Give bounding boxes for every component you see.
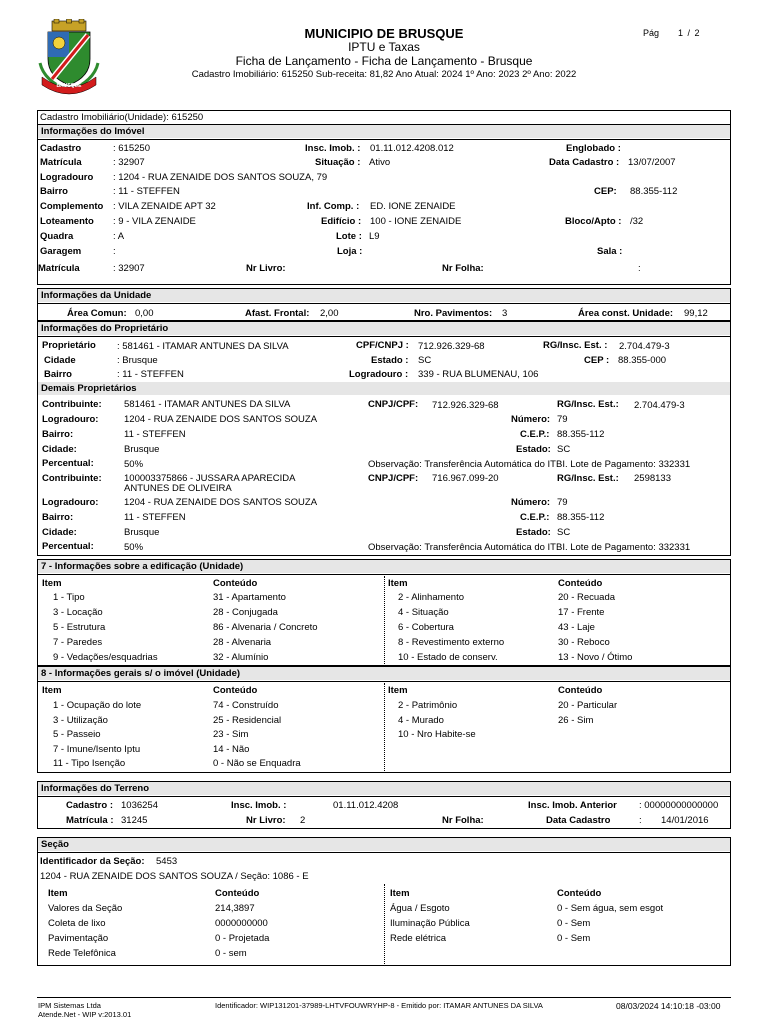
divider <box>37 336 731 337</box>
demais-p1-contrib-value: 581461 - ITAMAR ANTUNES DA SILVA <box>124 399 291 410</box>
demais-p2-contrib-value-line1: 100003375866 - JUSSARA APARECIDA <box>124 473 296 484</box>
demais-p2-obs: Observação: Transferência Automática do ITBI. Lote de Pagamento: 332331 <box>368 542 691 553</box>
imovel-insc-value: 01.11.012.4208.012 <box>370 143 454 154</box>
column-header-conteudo: Conteúdo <box>558 685 603 696</box>
terreno-insc-ant-label: Insc. Imob. Anterior <box>528 800 617 811</box>
prop-cpf-label: CPF/CNPJ : <box>356 340 409 351</box>
imovel-complemento-value: : VILA ZENAIDE APT 32 <box>113 201 216 212</box>
item-value: 28 - Conjugada <box>213 607 278 618</box>
unidade-area-const-label: Área const. Unidade: <box>578 308 674 319</box>
imovel-quadra-label: Quadra <box>40 231 74 242</box>
imovel-bairro-value: : 11 - STEFFEN <box>113 186 180 197</box>
item-label: Pavimentação <box>48 933 109 944</box>
secao-ident-label: Identificador da Seção: <box>40 856 145 867</box>
item-value: 26 - Sim <box>558 714 594 726</box>
item-label: Iluminação Pública <box>390 918 470 929</box>
unidade-afast-label: Afast. Frontal: <box>245 308 310 319</box>
imovel-situacao-label: Situação : <box>315 157 361 168</box>
column-header-conteudo: Conteúdo <box>213 685 258 696</box>
imovel-infcomp-label: Inf. Comp. : <box>307 201 360 212</box>
demais-p2-bairro-value: 11 - STEFFEN <box>124 512 186 523</box>
item-value: 0 - Não se Enquadra <box>213 758 301 769</box>
column-header-item: Item <box>390 888 410 899</box>
terreno-matricula-label: Matrícula : <box>66 815 114 826</box>
cadastro-unidade: Cadastro Imobiliário(Unidade): 615250 <box>40 112 204 123</box>
prop-cep-label: CEP : <box>584 355 610 366</box>
item-value: 0 - Sem água, sem esgot <box>557 903 664 914</box>
divider <box>37 574 731 575</box>
item-value: 31 - Apartamento <box>213 592 286 603</box>
demais-p1-bairro-label: Bairro: <box>42 429 74 440</box>
demais-p2-perc-value: 50% <box>124 542 144 553</box>
section-unidade-title: Informações da Unidade <box>38 289 730 302</box>
terreno-data-label: Data Cadastro <box>546 815 611 826</box>
terreno-insc-value: 01.11.012.4208 <box>333 800 399 811</box>
prop-rg-value: 2.704.479-3 <box>619 341 670 352</box>
item-value: 20 - Particular <box>558 700 618 711</box>
imovel-cep-label: CEP: <box>594 186 617 197</box>
item-label: 2 - Patrimônio <box>398 700 458 711</box>
demais-p1-cnpj-label: CNPJ/CPF: <box>368 399 419 410</box>
column-header-item: Item <box>388 685 408 696</box>
column-divider <box>384 884 385 964</box>
demais-p2-cnpj-label: CNPJ/CPF: <box>368 473 419 484</box>
terreno-insc-label: Insc. Imob. : <box>231 800 287 811</box>
prop-estado-value: SC <box>418 355 432 366</box>
item-value: 43 - Laje <box>558 622 595 633</box>
column-header-conteudo: Conteúdo <box>557 888 602 899</box>
imovel-garagem-value: : <box>113 246 116 257</box>
imovel-loteamento-value: : 9 - VILA ZENAIDE <box>113 216 196 227</box>
terreno-folha-label: Nr Folha: <box>442 815 484 826</box>
divider <box>37 681 731 682</box>
demais-p2-contrib-label: Contribuinte: <box>42 473 102 484</box>
item-label: 3 - Locação <box>53 607 103 618</box>
terreno-insc-ant-value: : 00000000000000 <box>639 800 719 811</box>
item-label: Coleta de lixo <box>48 918 106 929</box>
imovel-infcomp-value: ED. IONE ZENAIDE <box>370 201 456 212</box>
item-label: Valores da Seção <box>48 903 123 914</box>
item-label: Água / Esgoto <box>390 903 450 914</box>
imovel-matricula2-value: : 32907 <box>113 263 145 274</box>
demais-p2-estado-label: Estado: <box>516 527 551 538</box>
unidade-pav-value: 3 <box>502 308 508 319</box>
column-header-item: Item <box>388 578 408 589</box>
demais-p2-num-value: 79 <box>557 497 568 508</box>
item-label: 2 - Alinhamento <box>398 592 465 603</box>
imovel-cep-value: 88.355-112 <box>630 186 678 197</box>
terreno-cadastro-value: 1036254 <box>121 800 158 811</box>
prop-rg-label: RG/Insc. Est. : <box>543 340 608 351</box>
demais-p2-logr-label: Logradouro: <box>42 497 99 508</box>
column-header-item: Item <box>42 685 62 696</box>
imovel-lote-label: Lote : <box>336 231 362 242</box>
item-value: 25 - Residencial <box>213 714 282 726</box>
item-value: 0000000000 <box>215 918 268 929</box>
secao-ident-value: 5453 <box>156 856 178 867</box>
column-header-conteudo: Conteúdo <box>558 578 603 589</box>
logo-banner-text: BRUSQUE <box>56 83 82 89</box>
footer-company: IPM Sistemas Ltda <box>38 1001 101 1010</box>
imovel-insc-label: Insc. Imob. : <box>305 143 361 154</box>
column-header-item: Item <box>48 888 68 899</box>
demais-p1-rg-value: 2.704.479-3 <box>634 400 685 411</box>
section-edificacao-title: 7 - Informações sobre a edificação (Unidade) <box>38 560 730 573</box>
imovel-garagem-label: Garagem <box>40 246 82 257</box>
prop-cidade-label: Cidade <box>44 355 76 366</box>
demais-p2-estado-value: SC <box>557 527 571 538</box>
imovel-livro-label: Nr Livro: <box>246 263 286 274</box>
prop-logr-value: 339 - RUA BLUMENAU, 106 <box>418 369 539 380</box>
demais-p2-bairro-label: Bairro: <box>42 512 74 523</box>
item-label: 9 - Vedações/esquadrias <box>53 652 158 663</box>
item-value: 30 - Reboco <box>558 637 610 648</box>
demais-p1-obs: Observação: Transferência Automática do ITBI. Lote de Pagamento: 332331 <box>368 459 691 470</box>
unidade-area-comum-label: Área Comun: <box>67 308 127 319</box>
item-label: 6 - Cobertura <box>398 622 454 633</box>
divider <box>37 303 731 304</box>
imovel-bloco-value: /32 <box>630 216 644 227</box>
demais-p1-num-label: Número: <box>511 414 551 425</box>
item-label: 3 - Utilização <box>53 714 108 726</box>
demais-p1-cnpj-value: 712.926.329-68 <box>432 400 499 411</box>
prop-label: Proprietário <box>42 340 96 351</box>
footer-datetime: 08/03/2024 14:10:18 -03:00 <box>616 1001 721 1011</box>
imovel-edificio-value: 100 - IONE ZENAIDE <box>370 216 462 227</box>
imovel-lote-value: L9 <box>369 231 380 242</box>
imovel-folha-label: Nr Folha: <box>442 263 484 274</box>
demais-p2-contrib-value-line2: ANTUNES DE OLIVEIRA <box>124 483 232 494</box>
divider <box>37 796 731 797</box>
item-value: 214,3897 <box>215 903 255 914</box>
item-value: 32 - Alumínio <box>213 652 269 663</box>
secao-endereco: 1204 - RUA ZENAIDE DOS SANTOS SOUZA / Seção: 1086 - E <box>40 871 309 882</box>
demais-p2-rg-value: 2598133 <box>634 473 671 484</box>
footer-version: Atende.Net - WIP v:2013.01 <box>38 1010 132 1019</box>
imovel-bloco-label: Bloco/Apto : <box>565 216 622 227</box>
demais-p1-perc-label: Percentual: <box>42 458 94 469</box>
footer-divider <box>37 997 731 998</box>
demais-p1-estado-value: SC <box>557 444 571 455</box>
report-name: Ficha de Lançamento - Ficha de Lançamento - Brusque <box>235 54 533 68</box>
imovel-logradouro-label: Logradouro <box>40 172 94 183</box>
column-header-item: Item <box>42 578 62 589</box>
item-label: 10 - Estado de conserv. <box>398 652 498 663</box>
item-label: 10 - Nro Habite-se <box>398 729 476 740</box>
demais-p2-cidade-label: Cidade: <box>42 527 77 538</box>
demais-p1-cidade-label: Cidade: <box>42 444 77 455</box>
item-value: 0 - sem <box>215 948 247 959</box>
item-label: 5 - Passeio <box>53 729 101 740</box>
unidade-area-const-value: 99,12 <box>684 308 708 319</box>
imovel-edificio-label: Edifício : <box>321 216 362 227</box>
imovel-matricula-value: : 32907 <box>113 157 145 168</box>
municipality-title: MUNICIPIO DE BRUSQUE <box>304 26 464 41</box>
demais-p1-cep-value: 88.355-112 <box>557 429 605 440</box>
imovel-cadastro-label: Cadastro <box>40 143 82 154</box>
item-value: 0 - Sem <box>557 918 591 929</box>
prop-cep-value: 88.355-000 <box>618 355 667 366</box>
page-number: 1 / 2 <box>678 28 700 38</box>
unidade-afast-value: 2,00 <box>320 308 339 319</box>
item-value: 23 - Sim <box>213 729 249 740</box>
imovel-sala-label: Sala : <box>597 246 623 257</box>
unidade-area-comum-value: 0,00 <box>135 308 154 319</box>
imovel-folha-colon: : <box>638 263 641 274</box>
imovel-data-label: Data Cadastro : <box>549 157 620 168</box>
demais-p1-logr-label: Logradouro: <box>42 414 99 425</box>
footer-identificador: Identificador: WIP131201-37989-LHTVFOUWRYHP-8 - Emitido por: ITAMAR ANTUNES DA SILVA <box>215 1001 543 1010</box>
item-label: Rede Telefônica <box>48 948 116 959</box>
prop-bairro-label: Bairro <box>44 369 72 380</box>
item-label: 5 - Estrutura <box>53 622 106 633</box>
demais-p2-rg-label: RG/Insc. Est.: <box>557 473 619 484</box>
prop-value: : 581461 - ITAMAR ANTUNES DA SILVA <box>117 341 289 352</box>
item-value: 14 - Não <box>213 743 250 755</box>
terreno-livro-value: 2 <box>300 815 306 826</box>
imovel-loja-label: Loja : <box>337 246 363 257</box>
unidade-pav-label: Nro. Pavimentos: <box>414 308 493 319</box>
item-label: 7 - Imune/Isento Iptu <box>53 743 141 755</box>
item-value: 17 - Frente <box>558 607 605 618</box>
imovel-quadra-value: : A <box>113 231 125 242</box>
imovel-matricula2-label: Matrícula <box>38 263 80 274</box>
demais-p2-cnpj-value: 716.967.099-20 <box>432 473 499 484</box>
demais-p1-cep-label: C.E.P.: <box>520 429 550 440</box>
demais-p1-bairro-value: 11 - STEFFEN <box>124 429 186 440</box>
demais-p1-logr-value: 1204 - RUA ZENAIDE DOS SANTOS SOUZA <box>124 414 318 425</box>
section-imovel-title: Informações do Imóvel <box>38 125 730 138</box>
item-value: 28 - Alvenaria <box>213 637 272 648</box>
divider <box>37 852 731 853</box>
imovel-logradouro-value: : 1204 - RUA ZENAIDE DOS SANTOS SOUZA, 79 <box>113 172 328 183</box>
column-header-conteudo: Conteúdo <box>213 578 258 589</box>
prop-estado-label: Estado : <box>371 355 409 366</box>
column-header-conteudo: Conteúdo <box>215 888 260 899</box>
demais-p2-perc-label: Percentual: <box>42 541 94 552</box>
demais-p2-logr-value: 1204 - RUA ZENAIDE DOS SANTOS SOUZA <box>124 497 318 508</box>
demais-p1-contrib-label: Contribuinte: <box>42 399 102 410</box>
demais-p2-cidade-value: Brusque <box>124 527 160 538</box>
column-divider <box>384 683 385 771</box>
item-label: Rede elétrica <box>390 933 446 944</box>
section-secao-title: Seção <box>38 838 730 851</box>
report-subtitle: IPTU e Taxas <box>348 40 420 54</box>
demais-p1-estado-label: Estado: <box>516 444 551 455</box>
item-label: 1 - Ocupação do lote <box>53 700 142 711</box>
item-label: 7 - Paredes <box>53 637 103 648</box>
imovel-loteamento-label: Loteamento <box>40 216 94 227</box>
demais-p1-rg-label: RG/Insc. Est.: <box>557 399 619 410</box>
imovel-cadastro-value: : 615250 <box>113 143 150 154</box>
item-label: 4 - Murado <box>398 714 444 726</box>
terreno-livro-label: Nr Livro: <box>246 815 286 826</box>
demais-p1-cidade-value: Brusque <box>124 444 160 455</box>
section-gerais-title: 8 - Informações gerais s/ o imóvel (Unidade) <box>38 667 730 680</box>
imovel-data-value: 13/07/2007 <box>628 157 676 168</box>
page-label: Pág <box>643 28 660 38</box>
item-value: 0 - Sem <box>557 933 591 944</box>
item-value: 74 - Construído <box>213 700 279 711</box>
item-label: 1 - Tipo <box>53 592 85 603</box>
terreno-data-colon: : <box>639 815 642 826</box>
demais-p2-cep-value: 88.355-112 <box>557 512 605 523</box>
item-value: 86 - Alvenaria / Concreto <box>213 622 318 633</box>
imovel-situacao-value: Ativo <box>369 157 391 168</box>
item-value: 0 - Projetada <box>215 933 270 944</box>
demais-p1-num-value: 79 <box>557 414 568 425</box>
item-value: 20 - Recuada <box>558 592 616 603</box>
imovel-bairro-label: Bairro <box>40 186 68 197</box>
item-label: 4 - Situação <box>398 607 449 618</box>
demais-p2-cep-label: C.E.P.: <box>520 512 550 523</box>
prop-bairro-value: : 11 - STEFFEN <box>117 369 184 380</box>
demais-p2-num-label: Número: <box>511 497 551 508</box>
report-parameters: Cadastro Imobiliário: 615250 Sub-receita: 81,82 Ano Atual: 2024 1º Ano: 2023 2º Ano: 2022 <box>191 69 577 80</box>
terreno-cadastro-label: Cadastro : <box>66 800 113 811</box>
imovel-matricula-label: Matrícula <box>40 157 82 168</box>
prop-cidade-value: : Brusque <box>117 355 158 366</box>
item-label: 11 - Tipo Isenção <box>53 758 126 769</box>
column-divider <box>384 576 385 664</box>
divider <box>37 139 731 140</box>
terreno-data-value: 14/01/2016 <box>661 815 709 826</box>
prop-cpf-value: 712.926.329-68 <box>418 341 485 352</box>
prop-logr-label: Logradouro : <box>349 369 409 380</box>
section-demais-title: Demais Proprietários <box>38 382 730 395</box>
demais-p1-perc-value: 50% <box>124 459 144 470</box>
section-terreno-title: Informações do Terreno <box>38 782 730 795</box>
item-value: 13 - Novo / Ótimo <box>558 652 633 663</box>
section-proprietario-title: Informações do Proprietário <box>38 322 730 335</box>
imovel-englobado-label: Englobado : <box>566 143 621 154</box>
imovel-complemento-label: Complemento <box>40 201 104 212</box>
terreno-matricula-value: 31245 <box>121 815 148 826</box>
item-label: 8 - Revestimento externo <box>398 637 505 648</box>
